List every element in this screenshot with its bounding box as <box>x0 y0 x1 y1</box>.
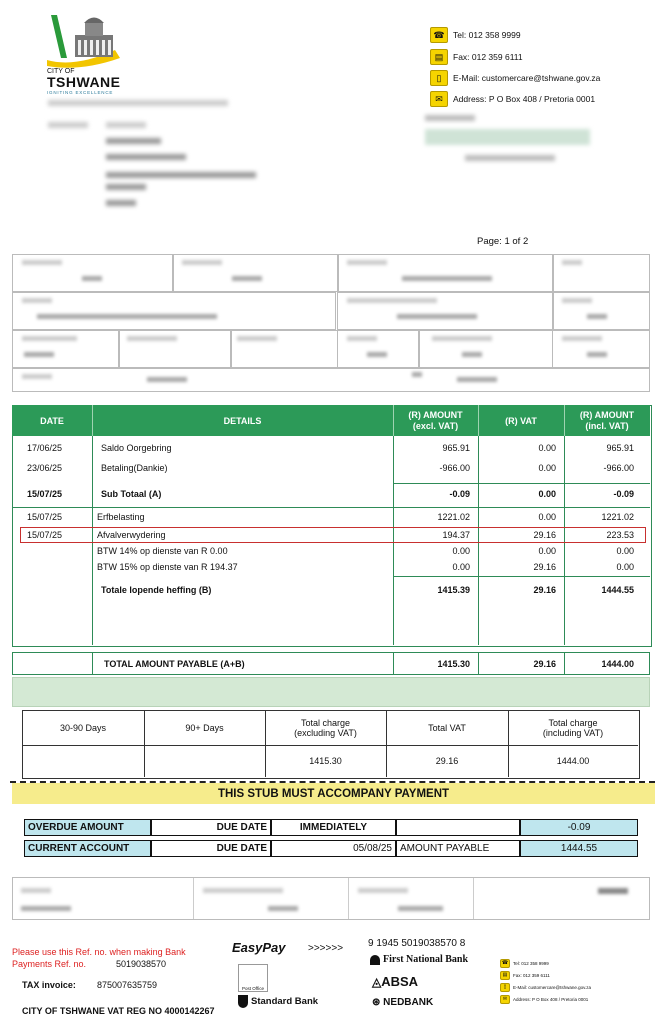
blurred-stub-info <box>12 877 650 920</box>
post-office-logo: Post Office <box>238 964 268 992</box>
nedbank-icon: ⊛ <box>372 997 384 1008</box>
easypay-logo: EasyPay <box>232 940 286 955</box>
summary-header-90plus: 90+ Days <box>185 723 224 733</box>
total-payable-amount: 1415.30 <box>437 659 470 669</box>
small-contact-block: ☎ Tel: 012 358 9999 ▤ Fax: 012 359 6111 ▯ E-Mail: customercare@tshwane.gov.za ✉ Address: P O Box 408 / Pretoria 0001 <box>501 959 592 1002</box>
overdue-amount: -0.09 <box>520 819 638 836</box>
ref-number: 5019038570 <box>116 959 167 969</box>
header-incl: (R) AMOUNT (incl. VAT) <box>579 409 635 431</box>
header-amount: (R) AMOUNT (excl. VAT) <box>393 405 479 436</box>
summary-header-excl: Total charge (excluding VAT) <box>294 718 357 738</box>
envelope-icon: ✉ <box>430 91 448 107</box>
contact-address: ✉ Address: P O Box 408 / Pretoria 0001 <box>430 91 595 107</box>
current-due-value: 05/08/25 <box>271 840 396 857</box>
ref-note2: Payments Ref. no. <box>12 959 87 969</box>
contact-tel: ☎ Tel: 012 358 9999 <box>430 27 521 43</box>
vat-reg-number: CITY OF TSHWANE VAT REG NO 4000142267 <box>22 1006 215 1016</box>
tax-invoice-label: TAX invoice: <box>22 980 76 990</box>
fax-icon: ▤ <box>430 49 448 65</box>
stub-banner: THIS STUB MUST ACCOMPANY PAYMENT <box>12 783 655 804</box>
summary-value-vat: 29.16 <box>435 756 459 766</box>
city-logo <box>45 10 140 95</box>
tax-invoice-number: 875007635759 <box>97 980 158 990</box>
contact-fax: ▤ Fax: 012 359 6111 <box>430 49 523 65</box>
overdue-due-label: DUE DATE <box>151 819 271 836</box>
easypay-arrows: >>>>>> <box>308 943 344 954</box>
easypay-number: 9 1945 5019038570 8 <box>368 938 466 949</box>
shield-icon <box>238 995 248 1008</box>
total-payable-incl: 1444.00 <box>601 659 634 669</box>
fnb-logo: First National Bank <box>370 954 468 965</box>
phone-icon: ☎ <box>501 959 509 966</box>
blurred-address-block <box>48 100 278 215</box>
overdue-due-value: IMMEDIATELY <box>271 819 396 836</box>
absa-icon: ◬ <box>372 975 382 989</box>
current-label: CURRENT ACCOUNT <box>24 840 151 857</box>
logo-line1: CITY OF <box>47 68 75 75</box>
phone-icon: ☎ <box>430 27 448 43</box>
summary-header-30-90: 30-90 Days <box>59 723 107 733</box>
summary-value-incl: 1444.00 <box>556 756 590 766</box>
blurred-account-number <box>425 115 590 170</box>
logo-tagline: IGNITING EXCELLENCE <box>47 90 114 95</box>
overdue-label: OVERDUE AMOUNT <box>24 819 151 836</box>
summary-header-incl: Total charge (including VAT) <box>542 718 604 738</box>
city-hall-icon <box>45 10 140 70</box>
header-date: DATE <box>12 405 93 436</box>
current-due-label: DUE DATE <box>151 840 271 857</box>
amount-payable-label: AMOUNT PAYABLE <box>396 840 520 857</box>
standard-bank-logo: Standard Bank <box>238 995 318 1008</box>
logo-line2: TSHWANE <box>47 74 121 90</box>
message-bar <box>12 677 650 707</box>
ref-note: Please use this Ref. no. when making Bank <box>12 947 186 957</box>
property-info-grid <box>12 254 650 394</box>
contact-email: ▯ E-Mail: customercare@tshwane.gov.za <box>430 70 600 86</box>
charges-table-header <box>12 405 650 436</box>
summary-value-excl: 1415.30 <box>309 756 342 766</box>
page-indicator: Page: 1 of 2 <box>477 236 529 247</box>
nedbank-logo: ⊛ NEDBANK <box>372 997 434 1008</box>
header-vat: (R) VAT <box>478 405 565 436</box>
charges-table <box>12 405 652 647</box>
mobile-icon: ▯ <box>500 983 510 992</box>
envelope-icon: ✉ <box>500 995 510 1004</box>
current-amount: 1444.55 <box>520 840 638 857</box>
fnb-tree-icon <box>370 955 380 965</box>
total-payable-vat: 29.16 <box>533 659 556 669</box>
mobile-icon: ▯ <box>430 70 448 86</box>
total-payable-label: TOTAL AMOUNT PAYABLE (A+B) <box>104 659 245 669</box>
fax-icon: ▤ <box>500 971 510 980</box>
absa-logo: ◬ABSA <box>372 974 419 989</box>
summary-header-vat: Total VAT <box>428 723 466 733</box>
header-details: DETAILS <box>92 405 394 436</box>
